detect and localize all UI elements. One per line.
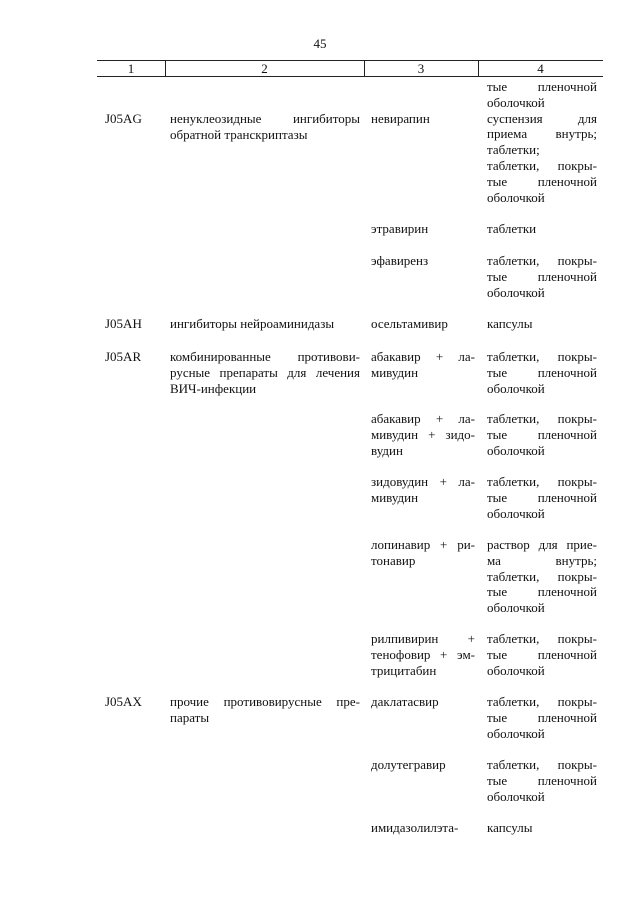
atc-code: J05AX bbox=[105, 694, 142, 709]
dosage-form-line: тые пленочной bbox=[487, 772, 597, 788]
dosage-form-line: тые пленочной bbox=[487, 364, 597, 380]
drug-name-line: мивудин bbox=[371, 364, 419, 380]
dosage-form bbox=[487, 820, 597, 836]
dosage-form bbox=[487, 631, 597, 678]
drug-name-line: лопинавир + ри- bbox=[371, 537, 475, 552]
dosage-form-line: тые пленочной bbox=[487, 489, 597, 505]
group-name-line: комбинированные противови- bbox=[170, 349, 360, 364]
dosage-form-line: оболочкой bbox=[487, 189, 545, 205]
dosage-form-line: оболочкой bbox=[487, 600, 545, 616]
dosage-form-line: оболочкой bbox=[487, 505, 545, 521]
dosage-form-line: тые пленочной bbox=[487, 709, 597, 725]
dosage-form bbox=[487, 757, 597, 804]
header-col-3: 3 bbox=[417, 61, 425, 76]
group-name-line: параты bbox=[170, 709, 210, 725]
drug-name bbox=[371, 111, 475, 127]
dosage-form-line: таблетки, покры- bbox=[487, 757, 597, 772]
drug-name-line: мивудин + зидо- bbox=[371, 426, 475, 442]
dosage-form-line: оболочкой bbox=[487, 788, 545, 804]
group-name bbox=[170, 111, 360, 143]
dosage-form-line: тые пленочной bbox=[487, 584, 597, 600]
drug-name-line: тенофовир + эм- bbox=[371, 646, 475, 662]
dosage-form-line: капсулы bbox=[487, 820, 533, 835]
header-col-4: 4 bbox=[537, 61, 544, 76]
dosage-form-line: тые пленочной bbox=[487, 426, 597, 442]
dosage-form-line: оболочкой bbox=[487, 94, 545, 110]
drug-name bbox=[371, 820, 475, 836]
dosage-form-line: таблетки, покры- bbox=[487, 474, 597, 489]
atc-code: J05AH bbox=[105, 316, 142, 331]
drug-name bbox=[371, 694, 475, 710]
dosage-form-line: таблетки, покры- bbox=[487, 631, 597, 646]
dosage-form-line: тые пленочной bbox=[487, 173, 597, 189]
drug-name bbox=[371, 253, 475, 269]
drug-name-line: имидазолилэта- bbox=[371, 820, 459, 835]
drug-name-line: вудин bbox=[371, 442, 403, 458]
drug-name-line: тонавир bbox=[371, 552, 416, 568]
drug-name bbox=[371, 757, 475, 773]
dosage-form-line: таблетки, покры- bbox=[487, 349, 597, 364]
table-header bbox=[97, 60, 603, 77]
drug-name-line: рилпивирин + bbox=[371, 631, 475, 646]
dosage-form-line: таблетки, покры- bbox=[487, 411, 597, 426]
dosage-form-line: таблетки, покры- bbox=[487, 694, 597, 709]
dosage-form-line: суспензия для bbox=[487, 110, 597, 126]
dosage-form-line: таблетки; bbox=[487, 142, 540, 158]
dosage-form-line: таблетки, покры- bbox=[487, 157, 597, 173]
dosage-form-line: таблетки bbox=[487, 221, 537, 236]
dosage-form bbox=[487, 253, 597, 300]
dosage-form-line: оболочкой bbox=[487, 284, 545, 300]
header-col-2: 2 bbox=[261, 61, 268, 76]
group-name-line: ингибиторы нейроаминидазы bbox=[170, 316, 335, 331]
drug-name-line: долутегравир bbox=[371, 757, 446, 772]
dosage-form bbox=[487, 474, 597, 521]
group-name-line: русные препараты для лечения bbox=[170, 364, 360, 380]
drug-name-line: трицитабин bbox=[371, 662, 437, 678]
dosage-form-line: оболочкой bbox=[487, 380, 545, 396]
dosage-form-line: таблетки, покры- bbox=[487, 568, 597, 584]
group-name-line: прочие противовирусные пре- bbox=[170, 694, 360, 709]
drug-name-line: абакавир + ла- bbox=[371, 349, 475, 364]
group-name-line: ненуклеозидные ингибиторы bbox=[170, 111, 360, 126]
dosage-form-line: тые пленочной bbox=[487, 646, 597, 662]
group-name bbox=[170, 316, 360, 332]
header-col-1: 1 bbox=[127, 61, 135, 76]
dosage-form bbox=[487, 221, 597, 237]
dosage-form-line: раствор для прие- bbox=[487, 537, 597, 552]
dosage-form-line: приема внутрь; bbox=[487, 126, 597, 142]
drug-name-line: даклатасвир bbox=[371, 694, 439, 709]
drug-name-line: осельтамивир bbox=[371, 316, 448, 331]
dosage-form-line: ма внутрь; bbox=[487, 552, 597, 568]
drug-name bbox=[371, 349, 475, 381]
group-name-line: обратной транскриптазы bbox=[170, 126, 308, 142]
drug-name-line: эфавиренз bbox=[371, 253, 429, 268]
dosage-form bbox=[487, 349, 597, 396]
drug-name-line: этравирин bbox=[371, 221, 429, 236]
dosage-form bbox=[487, 316, 597, 332]
group-name-line: ВИЧ-инфекции bbox=[170, 380, 257, 396]
drug-name-line: зидовудин + ла- bbox=[371, 474, 475, 489]
dosage-form bbox=[487, 411, 597, 458]
drug-name-line: невирапин bbox=[371, 111, 430, 126]
atc-code: J05AR bbox=[105, 349, 142, 364]
drug-name bbox=[371, 316, 475, 332]
drug-name bbox=[371, 631, 475, 678]
atc-code: J05AG bbox=[105, 111, 142, 126]
drug-name-line: абакавир + ла- bbox=[371, 411, 475, 426]
dosage-form-line: тые пленочной bbox=[487, 79, 597, 94]
drug-name bbox=[371, 411, 475, 458]
dosage-form bbox=[487, 79, 597, 205]
drug-name bbox=[371, 537, 475, 569]
dosage-form-line: оболочкой bbox=[487, 725, 545, 741]
dosage-form-line: тые пленочной bbox=[487, 268, 597, 284]
dosage-form bbox=[487, 537, 597, 616]
group-name bbox=[170, 694, 360, 726]
drug-name-line: мивудин bbox=[371, 489, 419, 505]
dosage-form-line: капсулы bbox=[487, 316, 533, 331]
dosage-form-line: оболочкой bbox=[487, 662, 545, 678]
drug-name bbox=[371, 474, 475, 506]
dosage-form-line: оболочкой bbox=[487, 442, 545, 458]
dosage-form bbox=[487, 694, 597, 741]
dosage-form-line: таблетки, покры- bbox=[487, 253, 597, 268]
drug-name bbox=[371, 221, 475, 237]
group-name bbox=[170, 349, 360, 396]
page-number: 45 bbox=[313, 36, 327, 51]
